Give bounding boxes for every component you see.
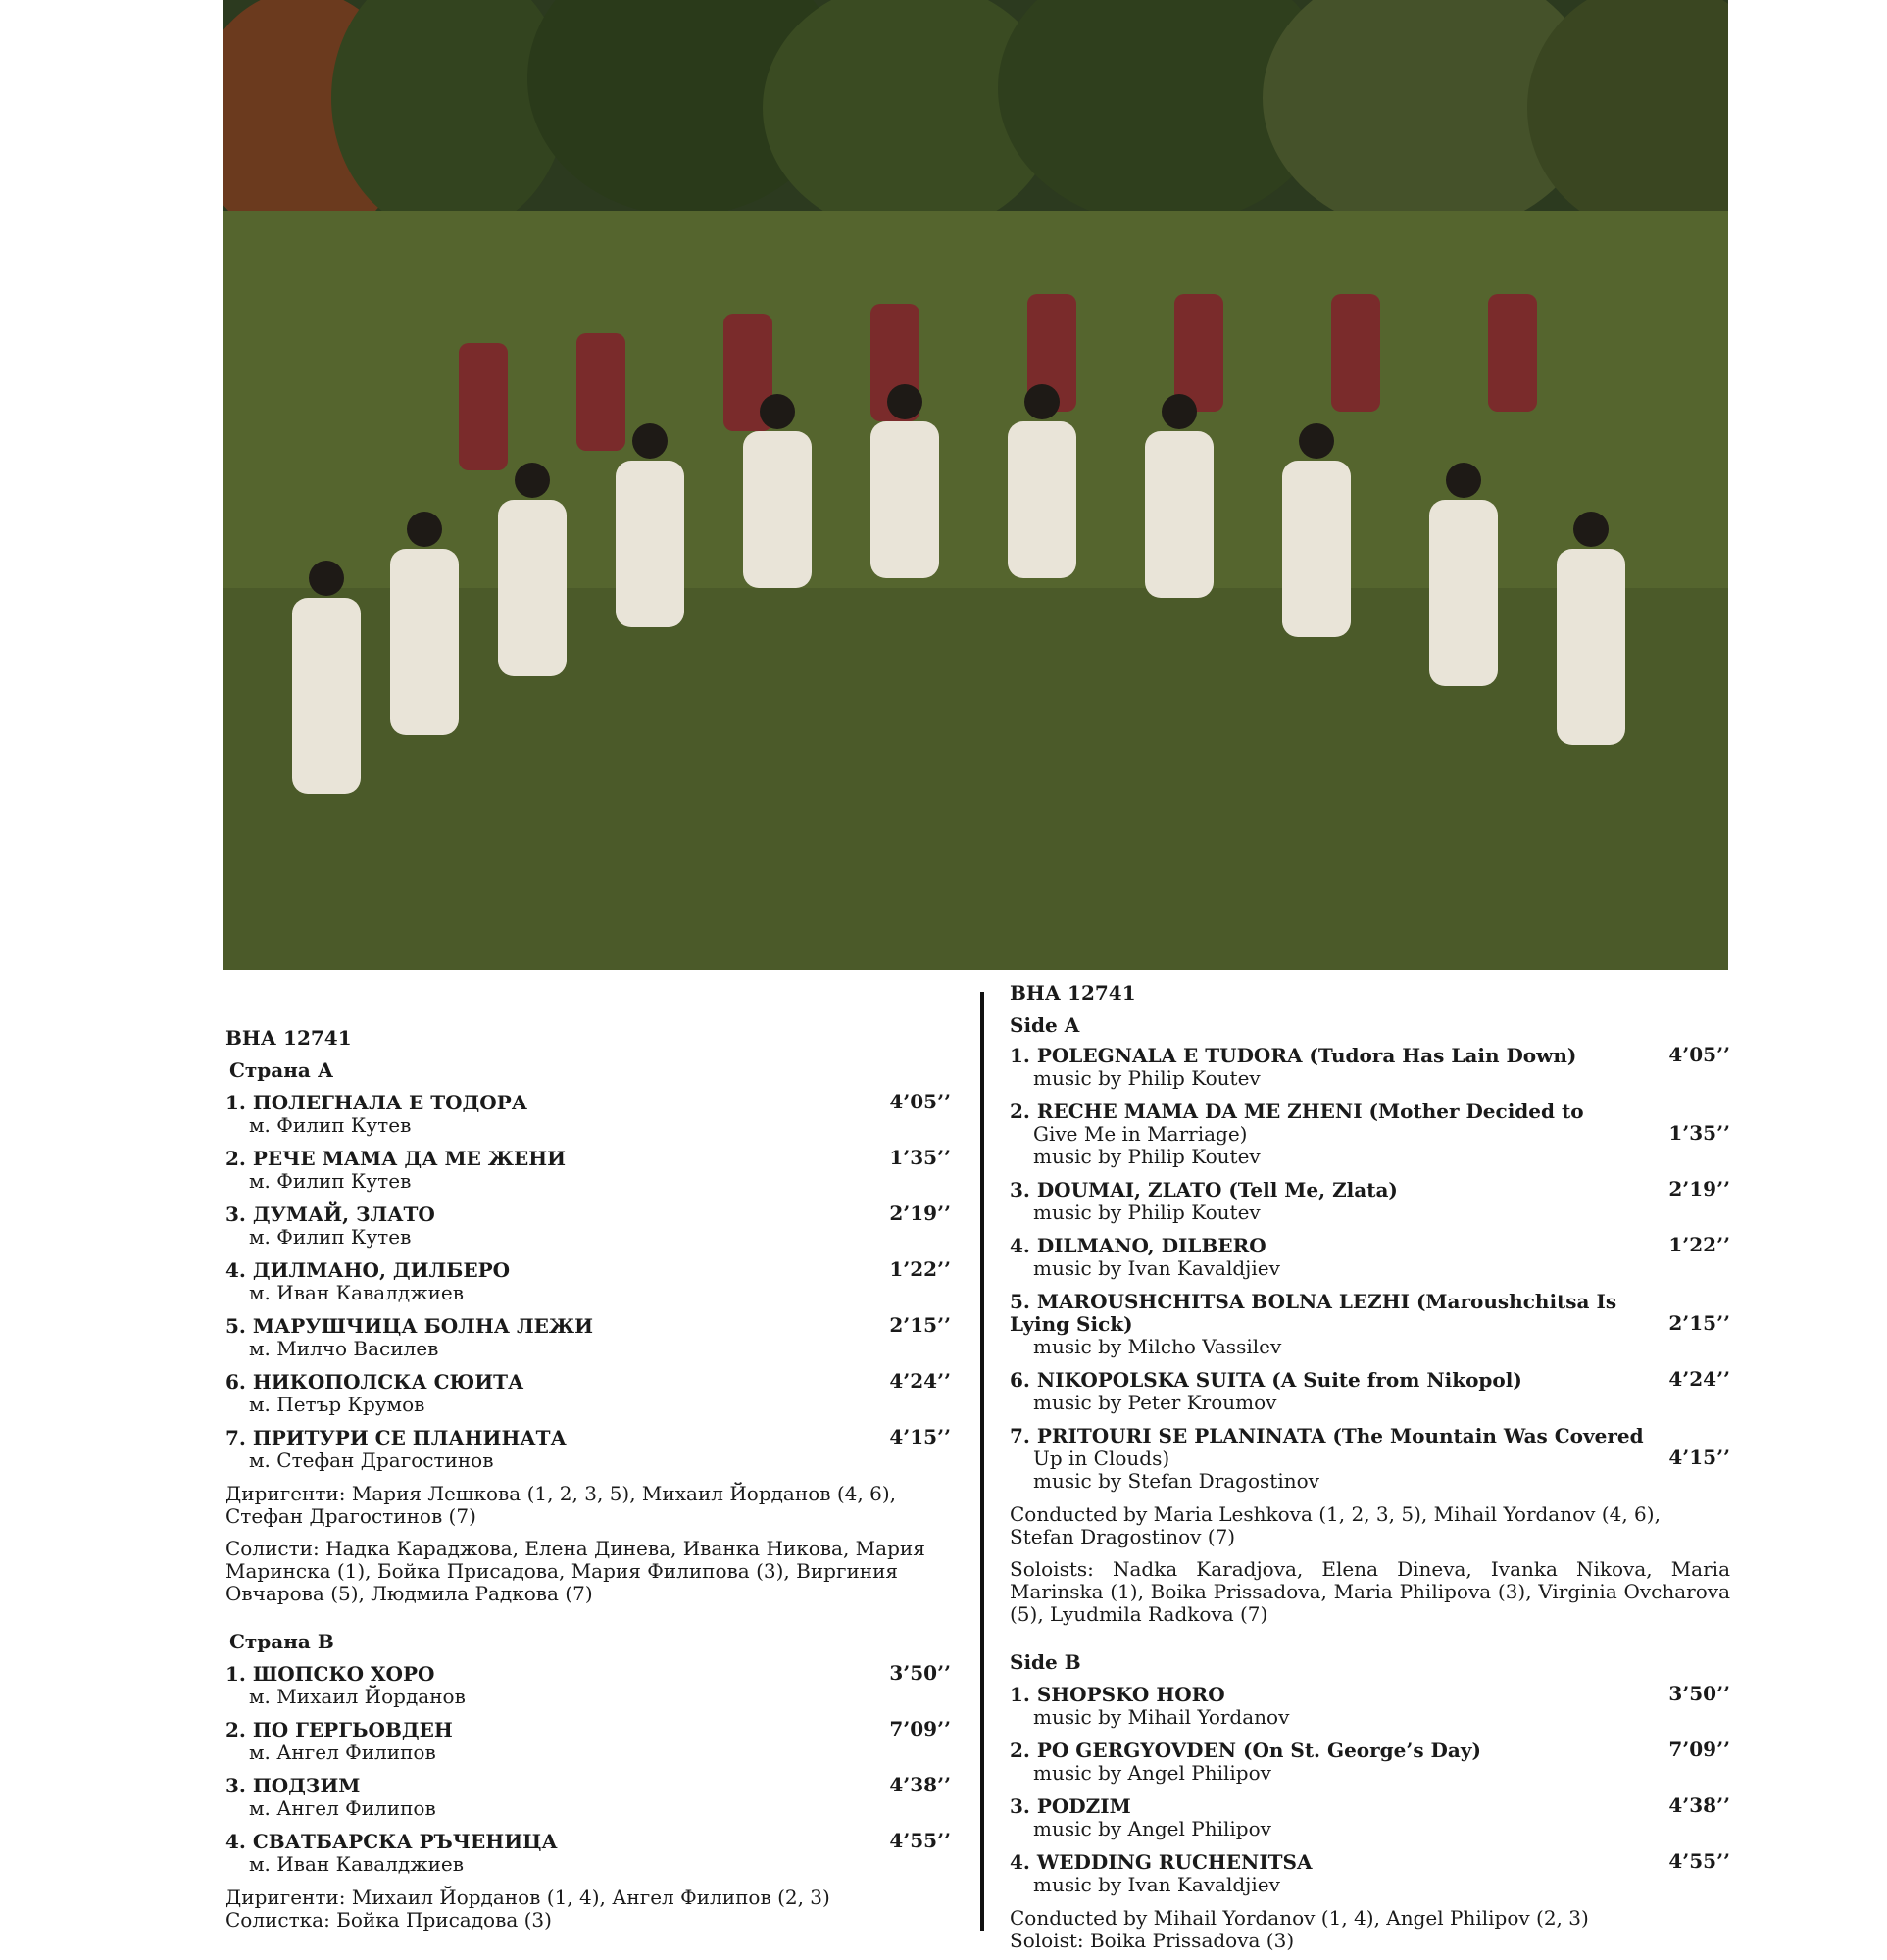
track-title: 1. ШОПСКО ХОРО	[225, 1662, 435, 1686]
conductors-credit: Conducted by Mihail Yordanov (1, 4), Angel Philipov (2, 3)	[1010, 1906, 1589, 1930]
track-composer: music by Milcho Vassilev	[1033, 1335, 1282, 1358]
track-composer: м. Ангел Филипов	[249, 1740, 436, 1764]
conductors-credit: Диригенти: Михаил Йорданов (1, 4), Ангел Филипов (2, 3)	[225, 1886, 830, 1909]
soloists-credit: Soloists: Nadka Karadjova, Elena Dineva, Ivanka Nikova, Maria Marinska (1), Boika Prissadova, Maria Philipova (3), Virginia Ovcharova (5), Lyudmila Radkova (7)	[1010, 1557, 1730, 1626]
track-title-continued: Up in Clouds)	[1033, 1446, 1170, 1470]
track-title: 7. PRITOURI SE PLANINATA (The Mountain Was Covered	[1010, 1424, 1644, 1447]
track-item	[225, 1148, 951, 1193]
track-composer: м. Стефан Драгостинов	[249, 1448, 494, 1472]
track-item	[225, 1719, 951, 1764]
track-composer: music by Angel Philipov	[1033, 1817, 1271, 1840]
track-item	[1010, 1045, 1730, 1090]
track-composer: м. Иван Кавалджиев	[249, 1281, 465, 1304]
track-item	[1010, 1425, 1730, 1493]
catalog-number: ВНА 12741	[1010, 981, 1136, 1004]
track-composer: м. Иван Кавалджиев	[249, 1852, 465, 1876]
conductors-credit: Диригенти: Мария Лешкова (1, 2, 3, 5), Михаил Йорданов (4, 6), Стефан Драгостинов (7)	[225, 1482, 896, 1528]
side-b-heading: Страна В	[229, 1630, 334, 1653]
track-title: 3. DOUMAI, ZLATO (Tell Me, Zlata)	[1010, 1178, 1398, 1201]
track-composer: м. Ангел Филипов	[249, 1796, 436, 1820]
track-title: 2. ПО ГЕРГЬОВДЕН	[225, 1718, 453, 1741]
track-duration: 1’35’’	[889, 1146, 951, 1169]
track-composer: music by Ivan Kavaldjiev	[1033, 1256, 1280, 1280]
track-duration: 1’22’’	[1668, 1233, 1730, 1256]
soloists-credit: Soloist: Boika Prissadova (3)	[1010, 1929, 1295, 1952]
track-duration: 4’55’’	[1668, 1849, 1730, 1873]
track-title: 7. ПРИТУРИ СЕ ПЛАНИНАТА	[225, 1426, 567, 1449]
track-duration: 3’50’’	[1668, 1682, 1730, 1705]
track-item	[1010, 1795, 1730, 1840]
catalog-number: ВНА 12741	[225, 1026, 352, 1050]
side-a-heading: Side A	[1010, 1013, 1080, 1037]
track-duration: 4’15’’	[889, 1425, 951, 1448]
track-item	[225, 1371, 951, 1416]
track-duration: 1’22’’	[889, 1257, 951, 1281]
track-item	[1010, 1369, 1730, 1414]
track-title: 3. ДУМАЙ, ЗЛАТО	[225, 1202, 435, 1226]
dancers-photo	[223, 0, 1728, 970]
track-item	[225, 1203, 951, 1249]
track-item	[225, 1092, 951, 1137]
track-duration: 4’15’’	[1668, 1446, 1730, 1469]
track-duration: 2’19’’	[889, 1201, 951, 1225]
track-duration: 4’05’’	[1668, 1043, 1730, 1066]
track-composer: music by Philip Koutev	[1033, 1145, 1261, 1168]
track-title: 2. PO GERGYOVDEN (On St. George’s Day)	[1010, 1739, 1481, 1762]
track-duration: 2’15’’	[889, 1313, 951, 1337]
track-composer: м. Милчо Василев	[249, 1337, 439, 1360]
track-duration: 7’09’’	[889, 1717, 951, 1740]
english-liner-notes	[1010, 982, 1730, 1952]
track-duration: 4’38’’	[889, 1773, 951, 1796]
side-b-heading: Side B	[1010, 1650, 1081, 1674]
track-composer: music by Philip Koutev	[1033, 1200, 1261, 1224]
soloists-credit: Солисти: Надка Караджова, Елена Динева, Иванка Никова, Мария Маринска (1), Бойка Присадова, Мария Филипова (3), Виргиния Овчарова (5), Людмила Радкова (7)	[225, 1537, 925, 1605]
track-item	[1010, 1235, 1730, 1280]
bulgarian-liner-notes	[225, 1027, 951, 1932]
track-composer: music by Stefan Dragostinov	[1033, 1469, 1319, 1493]
track-composer: м. Филип Кутев	[249, 1225, 412, 1249]
track-title: 2. RECHE MAMA DA ME ZHENI (Mother Decided to	[1010, 1100, 1584, 1123]
track-title: 4. СВАТБАРСКА РЪЧЕНИЦА	[225, 1830, 558, 1853]
track-item	[225, 1427, 951, 1472]
track-item	[1010, 1101, 1730, 1168]
track-duration: 4’24’’	[1668, 1367, 1730, 1391]
track-duration: 1’35’’	[1668, 1121, 1730, 1145]
track-item	[1010, 1684, 1730, 1729]
track-composer: м. Филип Кутев	[249, 1113, 412, 1137]
track-item	[1010, 1740, 1730, 1785]
track-duration: 4’55’’	[889, 1829, 951, 1852]
track-composer: м. Петър Крумов	[249, 1393, 425, 1416]
track-title: 1. ПОЛЕГНАЛА Е ТОДОРА	[225, 1091, 528, 1114]
track-item	[1010, 1291, 1730, 1358]
track-title: 6. НИКОПОЛСКА СЮИТА	[225, 1370, 524, 1394]
track-title: 4. DILMANO, DILBERO	[1010, 1234, 1266, 1257]
track-item	[225, 1259, 951, 1304]
track-composer: music by Philip Koutev	[1033, 1066, 1261, 1090]
track-title: 2. РЕЧЕ МАМА ДА МЕ ЖЕНИ	[225, 1147, 567, 1170]
track-title: 5. MAROUSHCHITSA BOLNA LEZHI (Maroushchitsa Is Lying Sick)	[1010, 1290, 1617, 1336]
track-duration: 4’38’’	[1668, 1793, 1730, 1817]
track-item	[225, 1831, 951, 1876]
track-title: 6. NIKOPOLSKA SUITA (A Suite from Nikopol)	[1010, 1368, 1522, 1392]
track-duration: 2’19’’	[1668, 1177, 1730, 1200]
track-title: 3. ПОДЗИМ	[225, 1774, 361, 1797]
track-title: 4. WEDDING RUCHENITSA	[1010, 1850, 1313, 1874]
track-composer: м. Филип Кутев	[249, 1169, 412, 1193]
track-duration: 3’50’’	[889, 1661, 951, 1685]
side-a-heading: Страна А	[229, 1058, 334, 1082]
track-composer: music by Mihail Yordanov	[1033, 1705, 1290, 1729]
conductors-credit: Conducted by Maria Leshkova (1, 2, 3, 5), Mihail Yordanov (4, 6), Stefan Dragostinov (7)	[1010, 1502, 1661, 1548]
track-duration: 4’05’’	[889, 1090, 951, 1113]
track-item	[1010, 1851, 1730, 1896]
track-title: 5. МАРУШЧИЦА БОЛНА ЛЕЖИ	[225, 1314, 594, 1338]
track-title-continued: Give Me in Marriage)	[1033, 1122, 1248, 1146]
track-composer: м. Михаил Йорданов	[249, 1685, 466, 1708]
track-duration: 7’09’’	[1668, 1738, 1730, 1761]
column-divider	[980, 992, 984, 1931]
track-title: 1. POLEGNALA E TUDORA (Tudora Has Lain Down)	[1010, 1044, 1577, 1067]
track-title: 1. SHOPSKO HORO	[1010, 1683, 1225, 1706]
track-item	[225, 1775, 951, 1820]
track-duration: 4’24’’	[889, 1369, 951, 1393]
track-item	[225, 1663, 951, 1708]
track-item	[1010, 1179, 1730, 1224]
track-composer: music by Peter Kroumov	[1033, 1391, 1277, 1414]
track-composer: music by Ivan Kavaldjiev	[1033, 1873, 1280, 1896]
track-duration: 2’15’’	[1668, 1311, 1730, 1335]
track-item	[225, 1315, 951, 1360]
track-composer: music by Angel Philipov	[1033, 1761, 1271, 1785]
track-title: 3. PODZIM	[1010, 1794, 1131, 1818]
soloists-credit: Солистка: Бойка Присадова (3)	[225, 1908, 552, 1932]
track-title: 4. ДИЛМАНО, ДИЛБЕРО	[225, 1258, 511, 1282]
